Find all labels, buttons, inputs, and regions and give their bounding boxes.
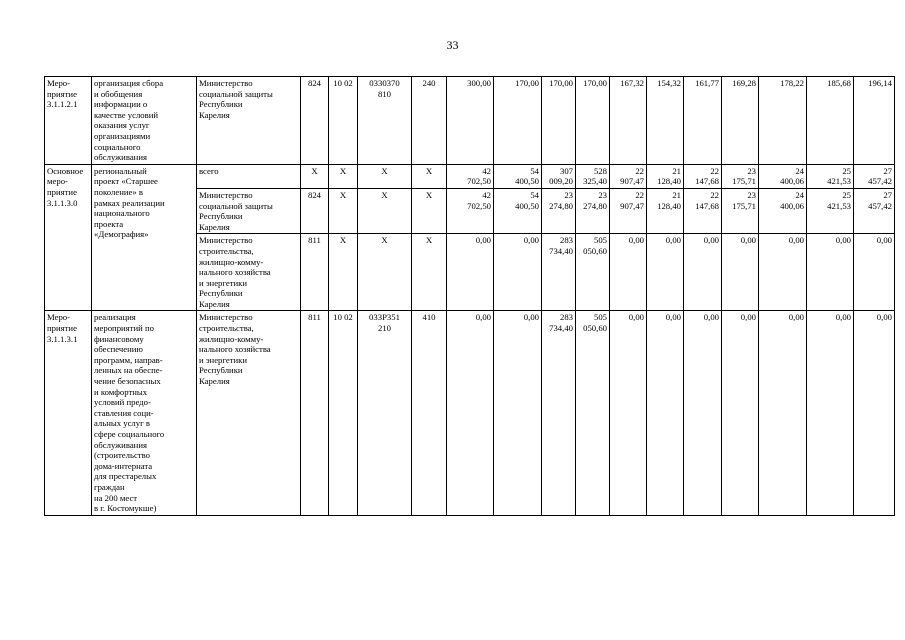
rzpr-code: X [329, 188, 358, 233]
value-cell: 161,77 [684, 77, 722, 165]
value-cell: 27 457,42 [854, 188, 895, 233]
csr-code: X [358, 164, 412, 188]
value-cell: 0,00 [447, 234, 494, 311]
value-cell: 0,00 [759, 311, 807, 515]
value-cell: 22 907,47 [610, 188, 647, 233]
grbs-code: 824 [301, 77, 329, 165]
rzpr-code: 10 02 [329, 311, 358, 515]
grbs-code: 824 [301, 188, 329, 233]
value-cell: 0,00 [647, 311, 684, 515]
value-cell: 0,00 [494, 311, 542, 515]
page-number: 33 [446, 38, 459, 52]
value-cell: 24 400,06 [759, 188, 807, 233]
table-row [45, 77, 895, 165]
value-cell: 0,00 [807, 234, 854, 311]
value-cell: 505 050,60 [576, 234, 610, 311]
value-cell: 154,32 [647, 77, 684, 165]
value-cell: 0,00 [494, 234, 542, 311]
value-cell: 167,32 [610, 77, 647, 165]
vr-code: X [412, 188, 447, 233]
measure-name: организация сбора и обобщения информации о качестве условий оказания услуг организациями социального обслуживания [92, 77, 197, 165]
executor: Министерство социальной защиты Республики Карелия [197, 188, 301, 233]
rzpr-code: 10 02 [329, 77, 358, 165]
grbs-code: X [301, 164, 329, 188]
grbs-code: 811 [301, 234, 329, 311]
value-cell: 42 702,50 [447, 164, 494, 188]
vr-code: 240 [412, 77, 447, 165]
vr-code: X [412, 164, 447, 188]
value-cell: 25 421,53 [807, 164, 854, 188]
value-cell: 0,00 [722, 234, 759, 311]
value-cell: 307 009,20 [542, 164, 576, 188]
table-row [45, 164, 895, 188]
budget-table [44, 76, 895, 516]
csr-code: X [358, 188, 412, 233]
value-cell: 54 400,50 [494, 164, 542, 188]
value-cell: 0,00 [647, 234, 684, 311]
measure-id: Основное меро- приятие 3.1.1.3.0 [45, 164, 92, 311]
table-row [45, 311, 895, 515]
value-cell: 170,00 [576, 77, 610, 165]
csr-code: X [358, 234, 412, 311]
value-cell: 27 457,42 [854, 164, 895, 188]
value-cell: 54 400,50 [494, 188, 542, 233]
vr-code: X [412, 234, 447, 311]
value-cell: 23 274,80 [542, 188, 576, 233]
executor: всего [197, 164, 301, 188]
value-cell: 196,14 [854, 77, 895, 165]
rzpr-code: X [329, 164, 358, 188]
value-cell: 0,00 [684, 311, 722, 515]
measure-id: Меро- приятие 3.1.1.3.1 [45, 311, 92, 515]
value-cell: 170,00 [542, 77, 576, 165]
value-cell: 22 907,47 [610, 164, 647, 188]
value-cell: 283 734,40 [542, 311, 576, 515]
grbs-code: 811 [301, 311, 329, 515]
value-cell: 0,00 [854, 311, 895, 515]
value-cell: 0,00 [610, 311, 647, 515]
value-cell: 23 175,71 [722, 164, 759, 188]
value-cell: 0,00 [684, 234, 722, 311]
value-cell: 169,28 [722, 77, 759, 165]
measure-id: Меро- приятие 3.1.1.2.1 [45, 77, 92, 165]
value-cell: 0,00 [610, 234, 647, 311]
value-cell: 0,00 [722, 311, 759, 515]
measure-name: реализация мероприятий по финансовому обеспечению программ, направ- ленных на обеспе- чение безопасных и комфортных условий предо- ставления соци- альных услуг в сфере социального обслуживания (строительство дома-интерната для престарелых граждан на 200 мест в г. Костомукше) [92, 311, 197, 515]
csr-code: 033P351 210 [358, 311, 412, 515]
value-cell: 21 128,40 [647, 188, 684, 233]
value-cell: 0,00 [759, 234, 807, 311]
executor: Министерство строительства, жилищно-комму- нального хозяйства и энергетики Республики Карелия [197, 311, 301, 515]
value-cell: 0,00 [854, 234, 895, 311]
vr-code: 410 [412, 311, 447, 515]
value-cell: 505 050,60 [576, 311, 610, 515]
value-cell: 42 702,50 [447, 188, 494, 233]
value-cell: 23 274,80 [576, 188, 610, 233]
value-cell: 300,00 [447, 77, 494, 165]
value-cell: 24 400,06 [759, 164, 807, 188]
csr-code: 0330370 810 [358, 77, 412, 165]
value-cell: 178,22 [759, 77, 807, 165]
value-cell: 528 325,40 [576, 164, 610, 188]
value-cell: 185,68 [807, 77, 854, 165]
measure-name: региональный проект «Старшее поколение» в рамках реализации национального проекта «Демография» [92, 164, 197, 311]
value-cell: 22 147,68 [684, 188, 722, 233]
value-cell: 22 147,68 [684, 164, 722, 188]
value-cell: 25 421,53 [807, 188, 854, 233]
value-cell: 23 175,71 [722, 188, 759, 233]
value-cell: 21 128,40 [647, 164, 684, 188]
value-cell: 0,00 [807, 311, 854, 515]
value-cell: 283 734,40 [542, 234, 576, 311]
value-cell: 0,00 [447, 311, 494, 515]
value-cell: 170,00 [494, 77, 542, 165]
executor: Министерство социальной защиты Республики Карелия [197, 77, 301, 165]
executor: Министерство строительства, жилищно-комму- нального хозяйства и энергетики Республики Карелия [197, 234, 301, 311]
rzpr-code: X [329, 234, 358, 311]
